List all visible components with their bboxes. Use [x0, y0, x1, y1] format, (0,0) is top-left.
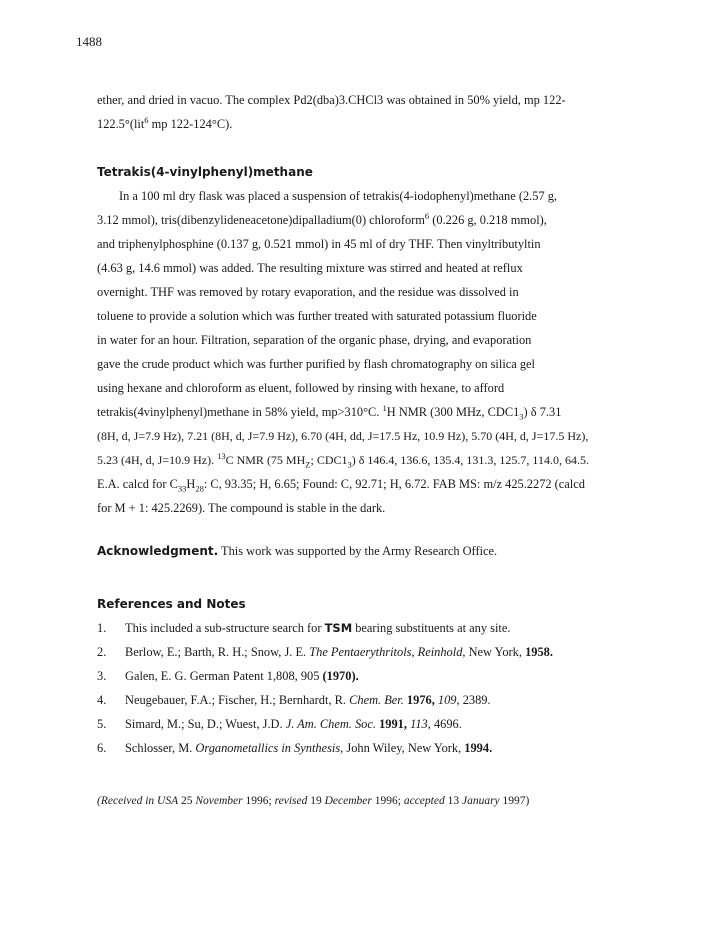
text-run-bold: 1991, [375, 717, 407, 731]
reference-item [97, 693, 637, 711]
text-run-italic: The Pentaerythritols, Reinhold, [309, 645, 466, 659]
reference-text [125, 669, 359, 684]
text-run-italic: 109, [434, 693, 460, 707]
text-run-italic: Chem. Ber. [349, 693, 404, 707]
text-run: 1996; [371, 795, 404, 807]
text-run: John Wiley, New York, [343, 741, 465, 755]
acknowledgment [97, 544, 497, 559]
reference-item [97, 621, 637, 639]
text-run: tetrakis(4vinylphenyl)methane in 58% yield, mp>310°C. [97, 405, 383, 419]
reference-item [97, 741, 637, 759]
text-run-italic: accepted [403, 795, 445, 807]
text-run: 4696. [430, 717, 462, 731]
reference-text [125, 717, 462, 732]
text-run: 19 [307, 795, 325, 807]
text-run: Schlosser, M. [125, 741, 196, 755]
text-run: (0.226 g, 0.218 mmol), [429, 213, 547, 227]
text-run: 1997) [499, 795, 530, 807]
text-run-bold: (1970). [322, 669, 359, 683]
reference-number: 6. [97, 741, 107, 755]
paragraph-line: In a 100 ml dry flask was placed a suspension of tetrakis(4-iodophenyl)methane (2.57 g, [119, 189, 558, 203]
text-run: bearing substituents at any site. [352, 621, 511, 635]
text-run: : C, 93.35; H, 6.65; Found: C, 92.71; H, 6.72. FAB MS: m/z 425.2272 (calcd [203, 477, 585, 491]
text-run-bold: 1976, [403, 693, 435, 707]
text-run: Berlow, E.; Barth, R. H.; Snow, J. E. [125, 645, 310, 659]
citation-superscript: 6 [424, 210, 430, 221]
paragraph-line [97, 453, 589, 468]
text-run-italic: January [461, 795, 500, 807]
text-run: ) δ 146.4, 136.6, 135.4, 131.3, 125.7, 114.0, 64.5. [351, 453, 589, 467]
reference-text [125, 645, 553, 660]
text-run: 2389. [459, 693, 491, 707]
text-run: 13 [444, 795, 462, 807]
text-run-italic: J. Am. Chem. Soc. [285, 717, 376, 731]
reference-number: 4. [97, 693, 107, 707]
text-run: Simard, M.; Su, D.; Wuest, J.D. [125, 717, 286, 731]
references-heading: References and Notes [97, 597, 246, 611]
paragraph-line: (4.63 g, 14.6 mmol) was added. The resulting mixture was stirred and heated at reflux [97, 261, 523, 275]
subscript: 28 [195, 483, 204, 494]
text-run-italic: Organometallics in Synthesis, [195, 741, 344, 755]
reference-number: 1. [97, 621, 107, 635]
isotope-superscript: 1 [382, 402, 387, 413]
paragraph-line: in water for an hour. Filtration, separation of the organic phase, drying, and evaporation [97, 333, 532, 347]
paragraph-line: toluene to provide a solution which was further treated with saturated potassium fluoride [97, 309, 537, 323]
text-run: C NMR (75 MH [225, 453, 306, 467]
text-run-bold: 1958. [525, 645, 553, 659]
text-run-italic: revised [274, 795, 308, 807]
reference-number: 2. [97, 645, 107, 659]
text-run: 25 [178, 795, 196, 807]
text-run: 5.23 (4H, d, J=10.9 Hz). [97, 453, 218, 467]
text-run-italic: 113, [406, 717, 431, 731]
paragraph-line: for M + 1: 425.2269). The compound is stable in the dark. [97, 501, 386, 515]
text-run: ; CDC1 [310, 453, 348, 467]
reference-item [97, 669, 637, 687]
paragraph-line [97, 210, 547, 228]
text-run: H NMR (300 MHz, CDC1 [386, 405, 520, 419]
text-run-italic: USA [157, 795, 179, 807]
text-run: H [186, 477, 196, 491]
section-heading: Tetrakis(4-vinylphenyl)methane [97, 165, 313, 179]
paragraph-line: (8H, d, J=7.9 Hz), 7.21 (8H, d, J=7.9 Hz), 6.70 (4H, dd, J=17.5 Hz, 10.9 Hz), 5.70 (4H, d, J=17.5 Hz), [97, 429, 589, 443]
reference-text [125, 621, 510, 636]
reference-number: 3. [97, 669, 107, 683]
text-run: Neugebauer, F.A.; Fischer, H.; Bernhardt, R. [125, 693, 350, 707]
text-run-italic: December [324, 795, 372, 807]
intro-line-1: ether, and dried in vacuo. The complex Pd2(dba)3.CHCl3 was obtained in 50% yield, mp 122- [97, 93, 566, 107]
received-dates [97, 795, 529, 807]
text-run: New York, [465, 645, 526, 659]
subscript: 3 [347, 459, 352, 470]
reference-item [97, 717, 637, 735]
reference-text [125, 693, 491, 708]
reference-item [97, 645, 637, 663]
text-run: 3.12 mmol), tris(dibenzylideneacetone)dipalladium(0) chloroform [97, 213, 425, 227]
paragraph-line [97, 477, 585, 492]
subscript: 33 [177, 483, 187, 494]
citation-superscript: 6 [144, 114, 149, 125]
paragraph-line: and triphenylphosphine (0.137 g, 0.521 mmol) in 45 ml of dry THF. Then vinyltributyltin [97, 237, 541, 251]
isotope-superscript: 13 [217, 451, 226, 461]
subscript: Z [305, 459, 311, 470]
intro-line-2-text-end: mp 122-124°C). [148, 117, 233, 131]
acknowledgment-label: Acknowledgment. [97, 544, 219, 558]
paragraph-line: overnight. THF was removed by rotary evaporation, and the residue was dissolved in [97, 285, 519, 299]
text-run: This included a sub-structure search for [125, 621, 325, 635]
text-run-italic: (Received in [97, 795, 158, 807]
text-run-bold: 1994. [464, 741, 493, 755]
subscript: 3 [519, 411, 524, 422]
reference-text [125, 741, 492, 756]
page-number: 1488 [76, 34, 102, 49]
text-run-italic: November [195, 795, 243, 807]
paragraph-line: using hexane and chloroform as eluent, followed by rinsing with hexane, to afford [97, 381, 505, 395]
text-run: Galen, E. G. German Patent 1,808, 905 [125, 669, 323, 683]
acknowledgment-text: This work was supported by the Army Research Office. [218, 544, 498, 558]
intro-line-2-text: 122.5°(lit [97, 117, 145, 131]
text-run: E.A. calcd for C [97, 477, 178, 491]
paragraph-line: gave the crude product which was further purified by flash chromatography on silica gel [97, 357, 535, 371]
paragraph-line [97, 402, 562, 422]
text-run-bold: TSM [324, 621, 353, 635]
text-run: 1996; [242, 795, 275, 807]
text-run: ) δ 7.31 [523, 405, 562, 419]
reference-number: 5. [97, 717, 107, 731]
